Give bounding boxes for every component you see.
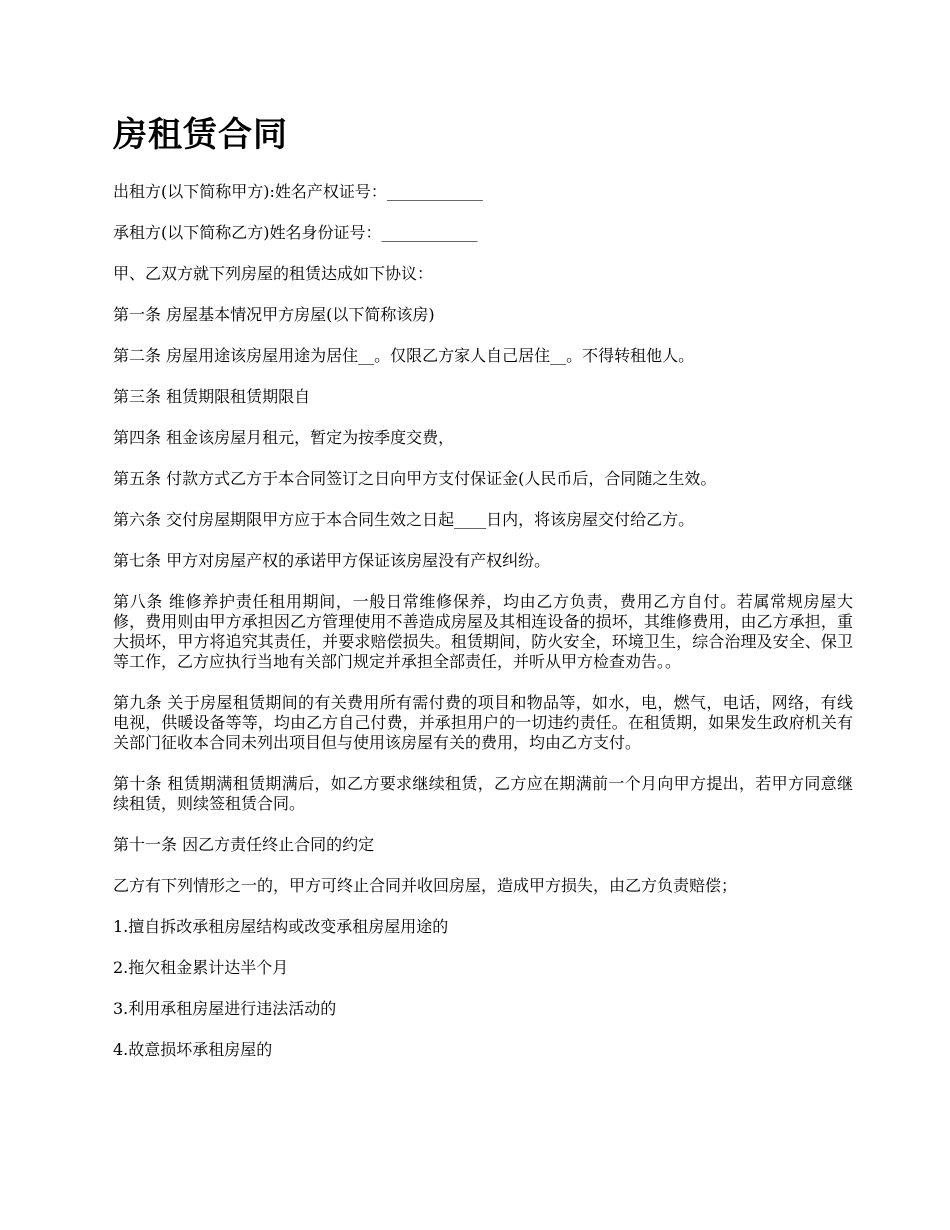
article-10: 第十条 租赁期满租赁期满后，如乙方要求继续租赁，乙方应在期满前一个月向甲方提出，若甲方同意继续租赁，则续签租赁合同。 [113, 774, 853, 813]
article-2: 第二条 房屋用途该房屋用途为居住__。仅限乙方家人自己居住__。不得转租他人。 [113, 346, 695, 365]
lessee-line: 承租方(以下简称乙方)姓名身份证号：____________ [113, 223, 478, 242]
article-5: 第五条 付款方式乙方于本合同签订之日向甲方支付保证金(人民币后，合同随之生效。 [113, 469, 717, 488]
list-item: 1.擅自拆改承租房屋结构或改变承租房屋用途的 [113, 917, 449, 936]
list-item: 3.利用承租房屋进行违法活动的 [113, 999, 337, 1018]
article-7: 第七条 甲方对房屋产权的承诺甲方保证该房屋没有产权纠纷。 [113, 551, 551, 570]
article-3: 第三条 租赁期限租赁期限自 [113, 387, 311, 406]
termination-intro: 乙方有下列情形之一的，甲方可终止合同并收回房屋，造成甲方损失，由乙方负责赔偿； [113, 876, 738, 895]
article-6: 第六条 交付房屋期限甲方应于本合同生效之日起____日内，将该房屋交付给乙方。 [113, 510, 695, 529]
article-9: 第九条 关于房屋租赁期间的有关费用所有需付费的项目和物品等，如水，电，燃气，电话，网络，有线电视，供暖设备等等，均由乙方自己付费，并承担用户的一切违约责任。在租赁期，如果发生政府机关有关部门征收本合同未列出项目但与使用该房屋有关的费用，均由乙方支付。 [113, 693, 853, 752]
agreement-intro: 甲、乙双方就下列房屋的租赁达成如下协议： [113, 264, 434, 283]
article-8: 第八条 维修养护责任租用期间，一般日常维修保养，均由乙方负责，费用乙方自付。若属常规房屋大修，费用则由甲方承担因乙方管理使用不善造成房屋及其相连设备的损坏，其维修费用，由乙方承担，重大损坏，甲方将追究其责任，并要求赔偿损失。租赁期间，防火安全，环境卫生，综合治理及安全、保卫等工作，乙方应执行当地有关部门规定并承担全部责任，并听从甲方检查劝告。。 [113, 592, 853, 671]
article-1: 第一条 房屋基本情况甲方房屋(以下简称该房) [113, 305, 435, 324]
document-page [113, 108, 853, 1081]
article-4: 第四条 租金该房屋月租元，暂定为按季度交费， [113, 428, 455, 447]
lessor-line: 出租方(以下简称甲方):姓名产权证号：____________ [113, 182, 483, 201]
article-11: 第十一条 因乙方责任终止合同的约定 [113, 835, 375, 854]
document-title: 房租赁合同 [113, 115, 288, 155]
list-item: 4.故意损坏承租房屋的 [113, 1040, 273, 1059]
list-item: 2.拖欠租金累计达半个月 [113, 958, 289, 977]
